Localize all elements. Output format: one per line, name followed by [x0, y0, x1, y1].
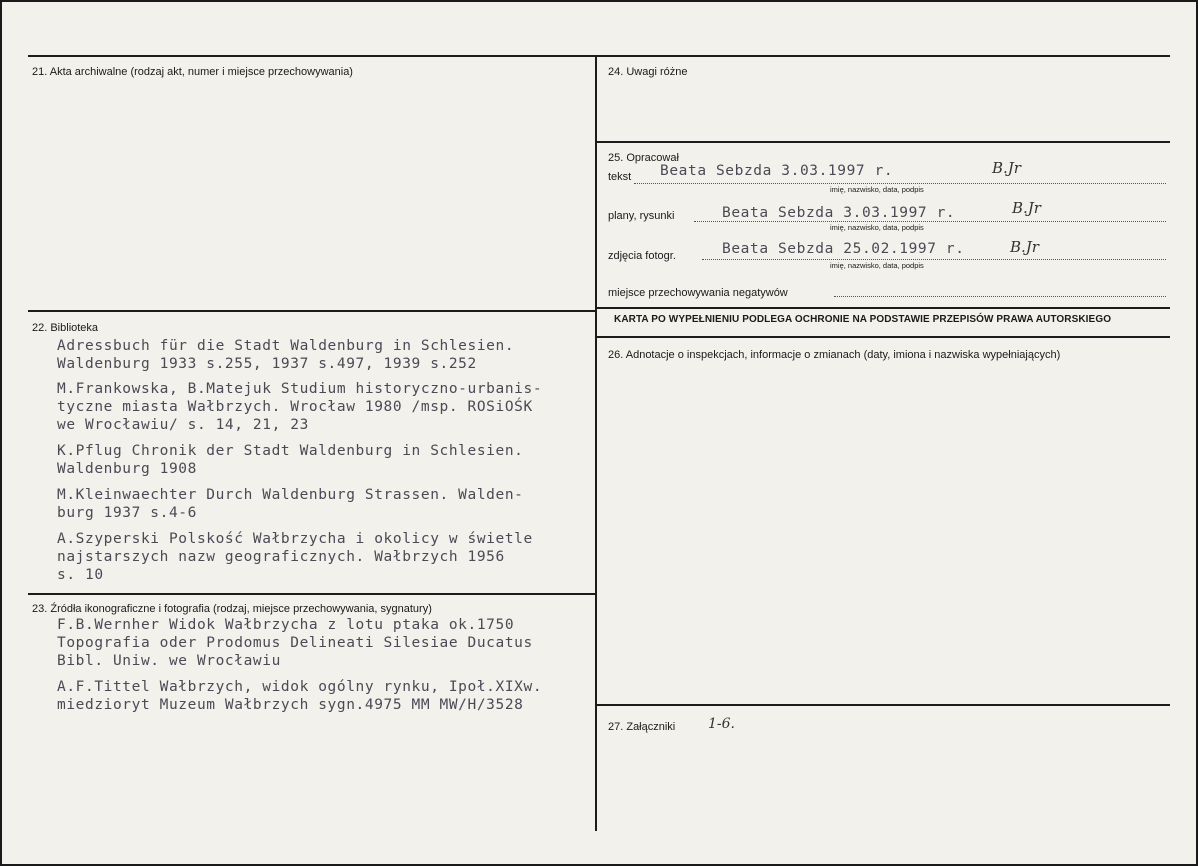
bibliography-line: Waldenburg 1933 s.255, 1937 s.497, 1939 s.252 — [57, 356, 477, 372]
iconography-line: Topografia oder Prodomus Delineati Silesiae Ducatus — [57, 635, 533, 651]
zdjecia-value: Beata Sebzda 25.02.1997 r. — [722, 241, 965, 257]
top-rule — [28, 55, 1170, 57]
zdjecia-dotted-line — [702, 259, 1166, 260]
section-21-label: 21. Akta archiwalne (rodzaj akt, numer i miejsce przechowywania) — [32, 66, 353, 78]
tekst-signature: B.Jr — [992, 159, 1021, 177]
negatywy-label: miejsce przechowywania negatywów — [608, 287, 788, 299]
rule-notice-26 — [596, 336, 1170, 338]
plany-signature: B.Jr — [1012, 199, 1041, 217]
negatywy-dotted-line — [834, 296, 1166, 297]
rule-24-25 — [596, 141, 1170, 143]
center-divider — [595, 55, 597, 831]
section-25-label: 25. Opracował — [608, 152, 679, 164]
tekst-value: Beata Sebzda 3.03.1997 r. — [660, 163, 894, 179]
tekst-caption: imię, nazwisko, data, podpis — [830, 185, 924, 194]
iconography-line: A.F.Tittel Wałbrzych, widok ogólny rynku, Ipoł.XIXw. — [57, 679, 543, 695]
bibliography-line: A.Szyperski Polskość Wałbrzycha i okolicy w świetle — [57, 531, 533, 547]
section-22-label: 22. Biblioteka — [32, 322, 99, 334]
bibliography-line: s. 10 — [57, 567, 104, 583]
plany-caption: imię, nazwisko, data, podpis — [830, 223, 924, 232]
tekst-label: tekst — [608, 171, 632, 183]
iconography-line: miedzioryt Muzeum Wałbrzych sygn.4975 MM MW/H/3528 — [57, 697, 524, 713]
section-24-label: 24. Uwagi różne — [608, 66, 688, 78]
bibliography-line: Waldenburg 1908 — [57, 461, 197, 477]
plany-dotted-line — [694, 221, 1166, 222]
section-23-label: 23. Źródła ikonograficzne i fotografia (rodzaj, miejsce przechowywania, sygnatury) — [32, 603, 432, 615]
rule-25-notice — [596, 307, 1170, 309]
rule-21-22 — [28, 310, 596, 312]
bibliography-line: K.Pflug Chronik der Stadt Waldenburg in Schlesien. — [57, 443, 524, 459]
attachments-value: 1-6. — [708, 716, 735, 732]
zdjecia-label: zdjęcia fotogr. — [608, 250, 676, 262]
bibliography-line: burg 1937 s.4-6 — [57, 505, 197, 521]
copyright-notice: KARTA PO WYPEŁNIENIU PODLEGA OCHRONIE NA PODSTAWIE PRZEPISÓW PRAWA AUTORSKIEGO — [614, 314, 1112, 325]
bibliography-line: tyczne miasta Wałbrzych. Wrocław 1980 /msp. ROSiOŚK — [57, 399, 533, 415]
inventory-card — [2, 2, 1196, 864]
plany-label: plany, rysunki — [608, 210, 675, 222]
iconography-line: F.B.Wernher Widok Wałbrzycha z lotu ptaka ok.1750 — [57, 617, 515, 633]
tekst-dotted-line — [634, 183, 1166, 184]
rule-26-27 — [596, 704, 1170, 706]
bibliography-line: Adressbuch für die Stadt Waldenburg in Schlesien. — [57, 338, 515, 354]
bibliography-line: M.Frankowska, B.Matejuk Studium historyczno-urbanis- — [57, 381, 543, 397]
plany-value: Beata Sebzda 3.03.1997 r. — [722, 205, 956, 221]
section-27-label: 27. Załączniki — [608, 721, 676, 733]
section-26-label: 26. Adnotacje o inspekcjach, informacje o zmianach (daty, imiona i nazwiska wypełniających) — [608, 349, 1061, 361]
iconography-line: Bibl. Uniw. we Wrocławiu — [57, 653, 281, 669]
bibliography-line: we Wrocławiu/ s. 14, 21, 23 — [57, 417, 309, 433]
bibliography-line: najstarszych nazw geograficznych. Wałbrzych 1956 — [57, 549, 505, 565]
bibliography-line: M.Kleinwaechter Durch Waldenburg Strassen. Walden- — [57, 487, 524, 503]
rule-22-23 — [28, 593, 596, 595]
zdjecia-caption: imię, nazwisko, data, podpis — [830, 261, 924, 270]
zdjecia-signature: B.Jr — [1010, 238, 1039, 256]
